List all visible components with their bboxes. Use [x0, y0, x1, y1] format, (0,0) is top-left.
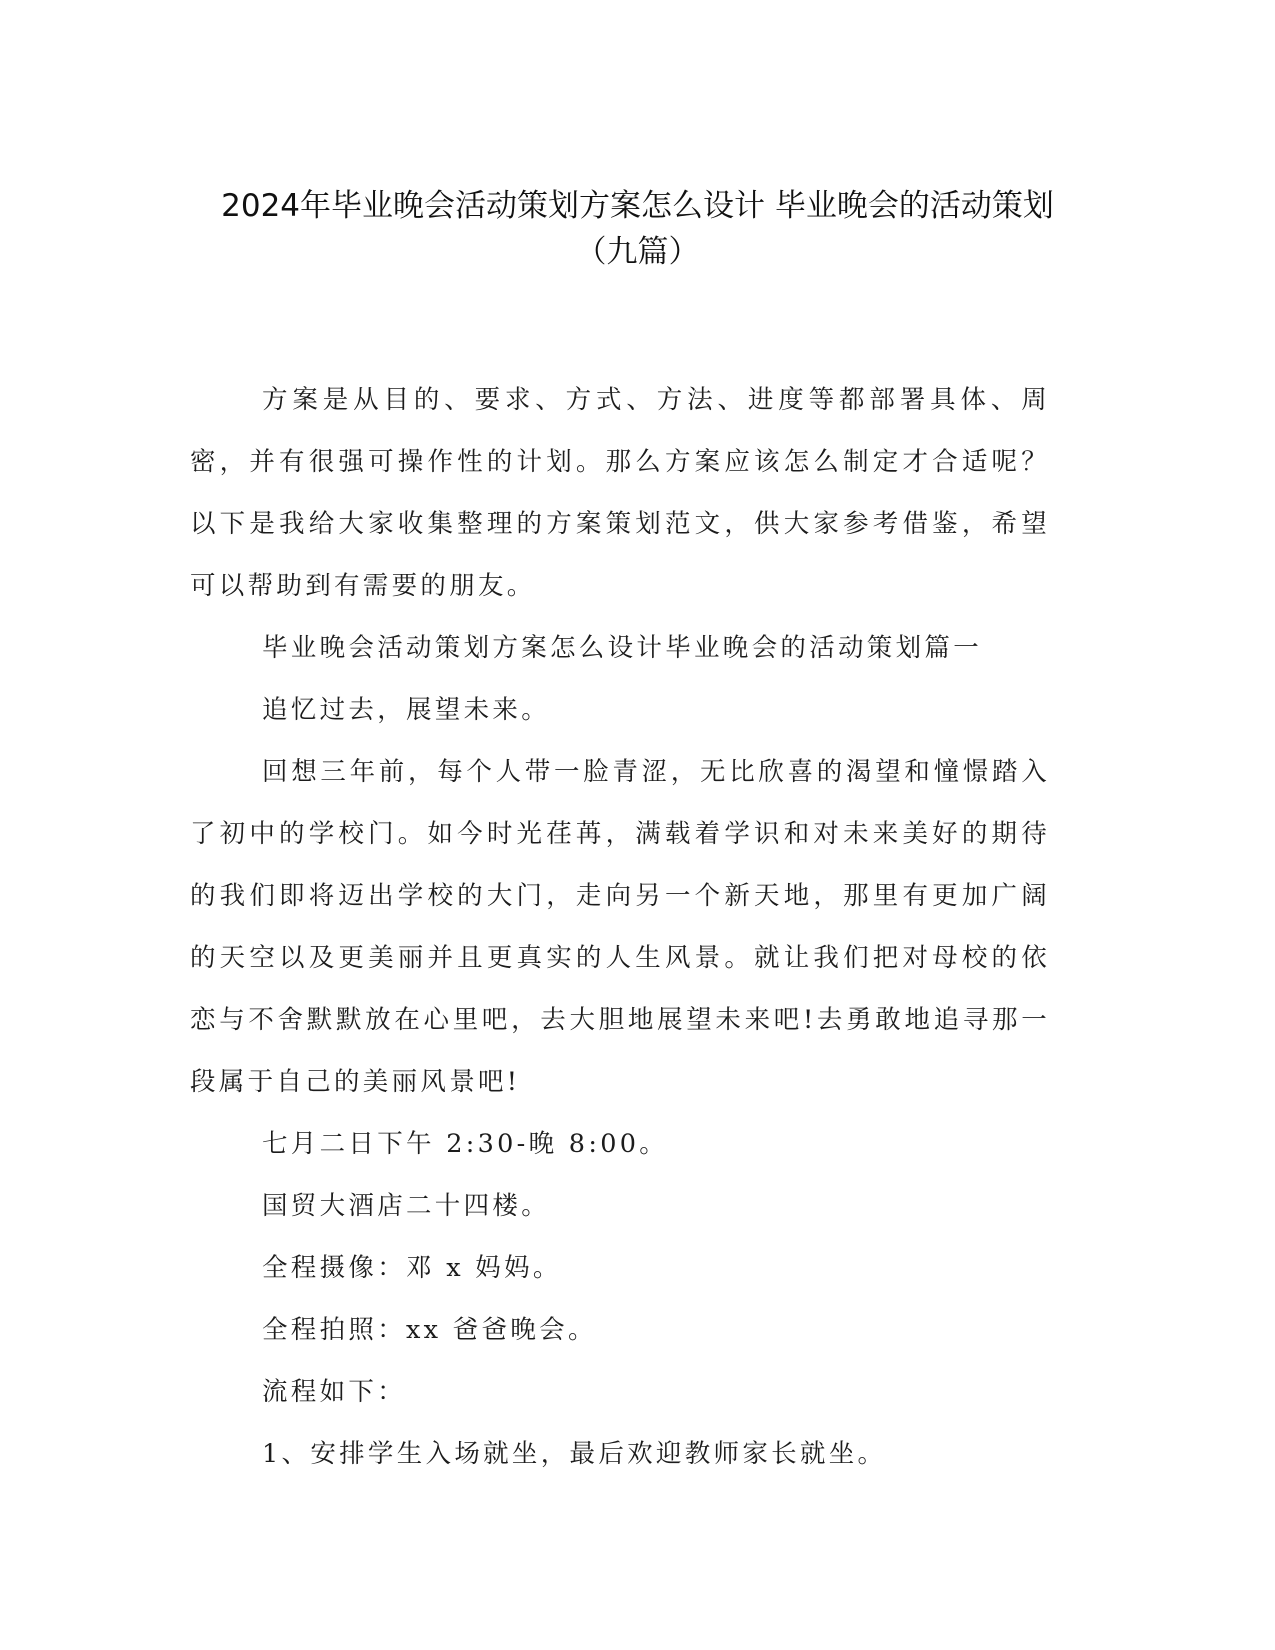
document-body [190, 369, 1050, 1485]
video-paragraph: 全程摄像：邓 x 妈妈。 [262, 1253, 562, 1283]
title-line-2: （九篇） [575, 234, 700, 270]
intro-paragraph: 方案是从目的、要求、方式、方法、进度等都部署具体、周密，并有很强可操作性的计划。那么方案应该怎么制定才合适呢？以下是我给大家收集整理的方案策划范文，供大家参考借鉴，希望可以帮助到有需要的朋友。 [190, 385, 1050, 601]
photo-paragraph: 全程拍照：xx 爸爸晚会。 [262, 1315, 597, 1345]
process-heading: 流程如下： [262, 1377, 407, 1407]
time-paragraph: 七月二日下午 2:30-晚 8:00。 [262, 1129, 669, 1159]
location-paragraph: 国贸大酒店二十四楼。 [262, 1191, 551, 1221]
title-line-1: 2024年毕业晚会活动策划方案怎么设计 毕业晚会的活动策划 [221, 188, 1054, 224]
section-heading: 毕业晚会活动策划方案怎么设计毕业晚会的活动策划篇一 [262, 633, 983, 663]
theme-paragraph: 追忆过去，展望未来。 [262, 695, 551, 725]
background-paragraph: 回想三年前，每个人带一脸青涩，无比欣喜的渴望和憧憬踏入了初中的学校门。如今时光荏苒，满载着学识和对未来美好的期待的我们即将迈出学校的大门，走向另一个新天地，那里有更加广阔的天空以及更美丽并且更真实的人生风景。就让我们把对母校的依恋与不舍默默放在心里吧，去大胆地展望未来吧!去勇敢地追寻那一段属于自己的美丽风景吧! [190, 757, 1050, 1097]
process-step-1: 1、安排学生入场就坐，最后欢迎教师家长就坐。 [262, 1439, 887, 1469]
document-title [150, 183, 1125, 275]
